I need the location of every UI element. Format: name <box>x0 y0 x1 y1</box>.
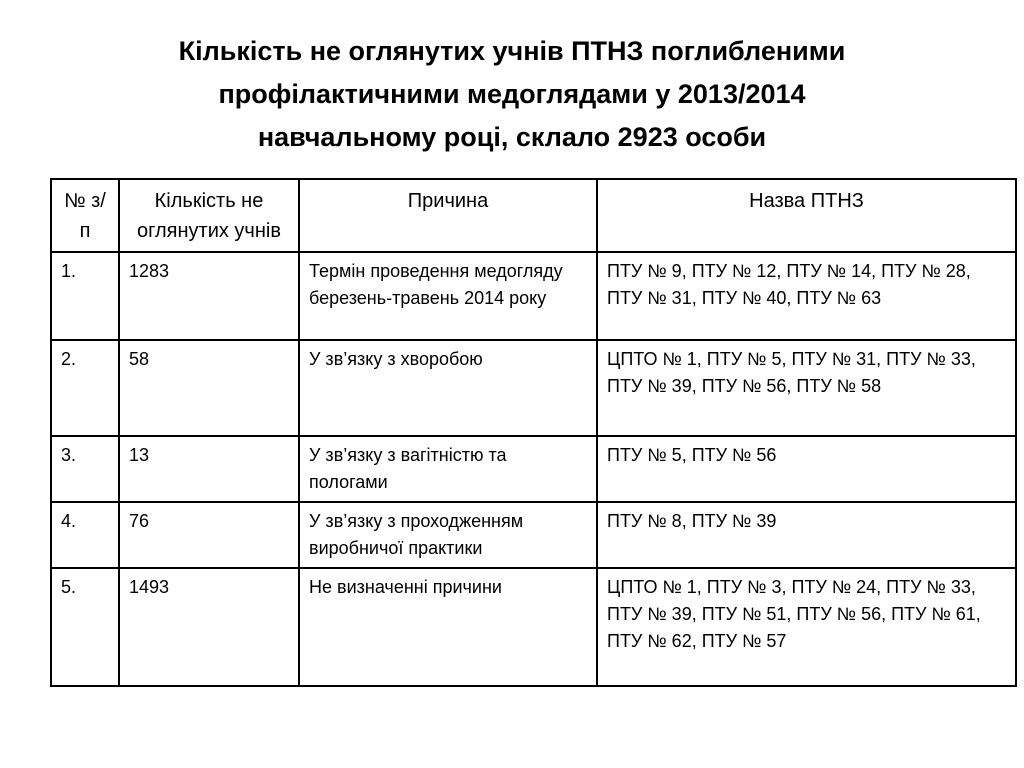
cell-count: 1283 <box>119 252 299 340</box>
cell-reason: У зв’язку з хворобою <box>299 340 597 436</box>
table-row <box>51 252 1016 340</box>
slide-title-line-2: профілактичними медоглядами у 2013/2014 <box>218 79 806 109</box>
table-row <box>51 436 1016 502</box>
cell-number: 3. <box>51 436 119 502</box>
cell-count: 76 <box>119 502 299 568</box>
cell-number: 1. <box>51 252 119 340</box>
cell-reason: У зв’язку з вагітністю та пологами <box>299 436 597 502</box>
cell-school-name: ЦПТО № 1, ПТУ № 5, ПТУ № 31, ПТУ № 33, ПТУ № 39, ПТУ № 56, ПТУ № 58 <box>597 340 1016 436</box>
cell-reason: Не визначенні причини <box>299 568 597 686</box>
cell-count: 58 <box>119 340 299 436</box>
cell-number: 2. <box>51 340 119 436</box>
uninspected-students-table <box>50 178 1017 687</box>
header-count: Кількість не оглянутих учнів <box>119 179 299 252</box>
table-row <box>51 340 1016 436</box>
cell-school-name: ПТУ № 5, ПТУ № 56 <box>597 436 1016 502</box>
slide-title <box>40 30 984 159</box>
table-row <box>51 568 1016 686</box>
table-header-row <box>51 179 1016 252</box>
cell-count: 1493 <box>119 568 299 686</box>
header-school-name: Назва ПТНЗ <box>597 179 1016 252</box>
header-reason: Причина <box>299 179 597 252</box>
cell-number: 4. <box>51 502 119 568</box>
cell-reason: У зв’язку з проходженням виробничої практики <box>299 502 597 568</box>
cell-reason: Термін проведення медогляду березень-травень 2014 року <box>299 252 597 340</box>
slide-title-line-1: Кількість не оглянутих учнів ПТНЗ поглибленими <box>178 36 846 66</box>
cell-number: 5. <box>51 568 119 686</box>
slide-title-line-3: навчальному році, склало 2923 особи <box>257 122 767 152</box>
table-row <box>51 502 1016 568</box>
cell-count: 13 <box>119 436 299 502</box>
header-number: № з/п <box>51 179 119 252</box>
cell-school-name: ПТУ № 9, ПТУ № 12, ПТУ № 14, ПТУ № 28, ПТУ № 31, ПТУ № 40, ПТУ № 63 <box>597 252 1016 340</box>
cell-school-name: ЦПТО № 1, ПТУ № 3, ПТУ № 24, ПТУ № 33, ПТУ № 39, ПТУ № 51, ПТУ № 56, ПТУ № 61, ПТУ № 62, ПТУ № 57 <box>597 568 1016 686</box>
cell-school-name: ПТУ № 8, ПТУ № 39 <box>597 502 1016 568</box>
